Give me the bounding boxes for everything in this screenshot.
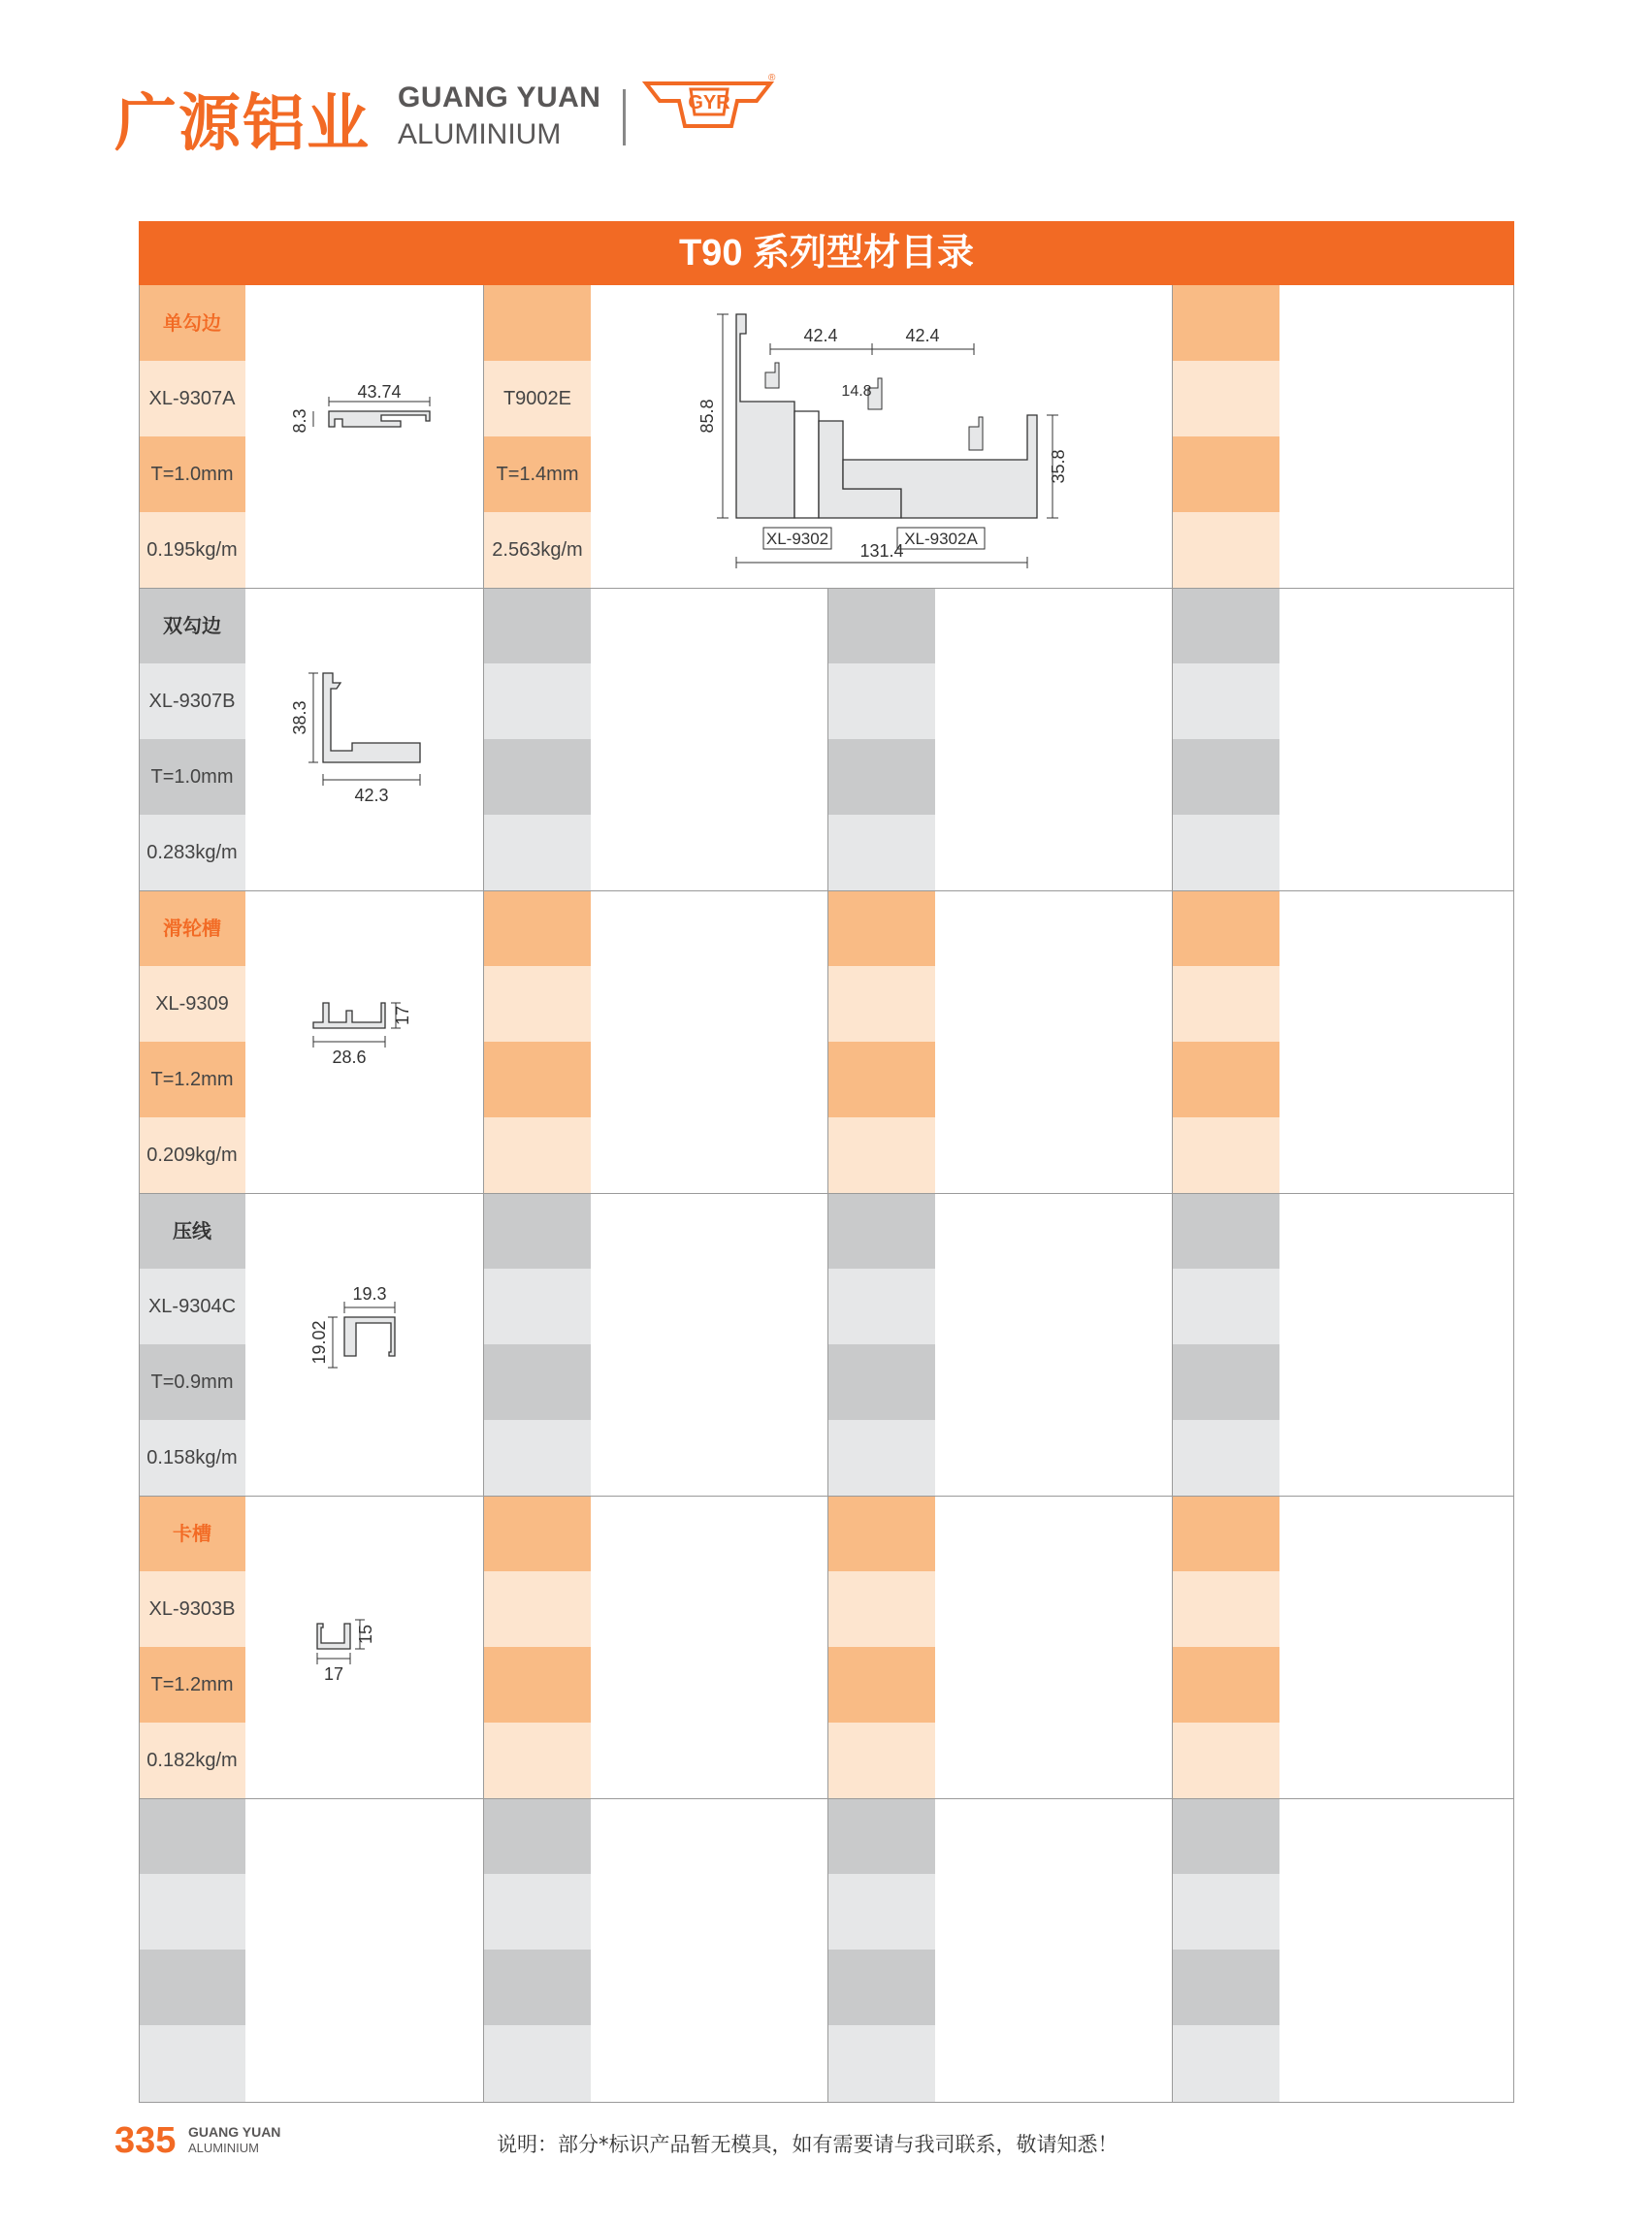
product-code: XL-9304C: [139, 1269, 245, 1344]
product-weight: 0.195kg/m: [139, 512, 245, 588]
dim-label: 131.4: [859, 541, 904, 561]
logo-english-line2: ALUMINIUM: [398, 118, 562, 150]
product-weight: 0.158kg/m: [139, 1420, 245, 1496]
dim-label: 42.4: [803, 326, 838, 345]
empty-cell: [139, 1798, 245, 1874]
product-thickness: T=0.9mm: [139, 1344, 245, 1420]
empty-cell: [484, 815, 591, 890]
grid-line: [483, 285, 484, 2103]
empty-cell: [1173, 1344, 1279, 1420]
product-thickness: T=1.0mm: [139, 739, 245, 815]
product-code: XL-9307A: [139, 361, 245, 436]
grid-line: [1513, 285, 1514, 2103]
empty-cell: [828, 1798, 935, 1874]
dim-label: 42.4: [905, 326, 940, 345]
dim-label: 35.8: [1049, 449, 1068, 484]
empty-cell: [828, 890, 935, 966]
empty-cell: [484, 1723, 591, 1798]
footer-brand-line2: ALUMINIUM: [188, 2141, 259, 2155]
empty-cell: [1173, 2025, 1279, 2103]
product-weight: 0.283kg/m: [139, 815, 245, 890]
feature-code: T9002E: [484, 361, 591, 436]
footer-note: 说明：部分*标识产品暂无模具，如有需要请与我司联系，敬请知悉！: [497, 2133, 1118, 2156]
empty-cell: [1173, 1647, 1279, 1723]
footer-brand-line1: GUANG YUAN: [188, 2124, 281, 2140]
product-code: XL-9307B: [139, 663, 245, 739]
empty-cell: [828, 1874, 935, 1950]
dim-label: 8.3: [290, 408, 309, 434]
part-label: XL-9302A: [904, 530, 978, 548]
empty-cell: [828, 663, 935, 739]
product-weight: 0.182kg/m: [139, 1723, 245, 1798]
empty-cell: [828, 1042, 935, 1117]
empty-cell: [1173, 1193, 1279, 1269]
empty-cell: [484, 1950, 591, 2025]
empty-cell: [484, 890, 591, 966]
grid-line: [139, 588, 1514, 589]
empty-cell: [828, 1420, 935, 1496]
empty-cell: [1173, 966, 1279, 1042]
profile-drawing-pulley-groove: [284, 984, 478, 1110]
empty-cell: [828, 1950, 935, 2025]
grid-line: [139, 1798, 1514, 1799]
empty-cell: [828, 1571, 935, 1647]
dim-label: 19.3: [352, 1284, 387, 1304]
dim-label: 85.8: [697, 399, 717, 434]
empty-cell: [1173, 1950, 1279, 2025]
empty-cell: [484, 739, 591, 815]
empty-cell: [1173, 1117, 1279, 1193]
grid-line: [139, 2102, 1514, 2103]
empty-cell: [828, 1344, 935, 1420]
empty-cell: [828, 1269, 935, 1344]
product-code: XL-9309: [139, 966, 245, 1042]
product-thickness: T=1.0mm: [139, 436, 245, 512]
profile-drawing-glazing-bead: [284, 1284, 478, 1410]
empty-cell: [484, 588, 591, 663]
part-label: XL-9302: [765, 530, 829, 548]
empty-cell: [484, 1344, 591, 1420]
svg-text:®: ®: [768, 73, 776, 83]
product-name: 双勾边: [139, 588, 245, 663]
empty-cell: [139, 1874, 245, 1950]
profile-drawing-clip-groove: [284, 1604, 478, 1721]
empty-cell: [1173, 1269, 1279, 1344]
empty-cell: [484, 1647, 591, 1723]
brand-mark-text: GYR: [688, 92, 730, 113]
dim-label: 42.3: [354, 786, 389, 805]
empty-cell: [828, 1496, 935, 1571]
empty-cell: [828, 1193, 935, 1269]
grid-line: [139, 285, 140, 2103]
empty-cell: [1173, 1723, 1279, 1798]
empty-cell: [484, 1874, 591, 1950]
empty-cell: [139, 2025, 245, 2103]
empty-cell: [1173, 1496, 1279, 1571]
catalog-title: T90 系列型材目录: [139, 221, 1514, 285]
empty-cell: [484, 1798, 591, 1874]
dim-label: 28.6: [332, 1048, 367, 1067]
profile-drawing-single-hook: [284, 382, 478, 489]
product-thickness: T=1.2mm: [139, 1647, 245, 1723]
empty-cell: [1173, 512, 1279, 588]
empty-cell: [828, 588, 935, 663]
dim-label: 43.74: [357, 382, 402, 402]
empty-cell: [1173, 436, 1279, 512]
profile-drawing-t9002e: [688, 295, 1173, 576]
empty-cell: [828, 815, 935, 890]
profile-drawing-double-hook: [284, 654, 478, 819]
empty-cell: [1173, 588, 1279, 663]
empty-cell: [1173, 890, 1279, 966]
empty-cell: [484, 1571, 591, 1647]
dim-label: 19.02: [309, 1320, 329, 1365]
dim-label: 14.8: [841, 383, 872, 400]
empty-cell: [1173, 1420, 1279, 1496]
empty-cell: [484, 1117, 591, 1193]
empty-cell: [1173, 1571, 1279, 1647]
empty-cell: [828, 2025, 935, 2103]
empty-cell: [484, 1496, 591, 1571]
empty-cell: [484, 1193, 591, 1269]
empty-cell: [484, 1269, 591, 1344]
catalog-table: [139, 285, 1514, 2103]
grid-line: [139, 1193, 1514, 1194]
feature-weight: 2.563kg/m: [484, 512, 591, 588]
empty-cell: [139, 1950, 245, 2025]
empty-cell: [484, 1042, 591, 1117]
empty-cell: [1173, 285, 1279, 361]
grid-line: [139, 890, 1514, 891]
empty-cell: [1173, 663, 1279, 739]
empty-cell: [1173, 1042, 1279, 1117]
dim-label: 17: [393, 1005, 412, 1026]
logo-separator: [623, 89, 626, 145]
product-weight: 0.209kg/m: [139, 1117, 245, 1193]
dim-label: 17: [323, 1664, 344, 1684]
empty-cell: [484, 966, 591, 1042]
feature-thickness: T=1.4mm: [484, 436, 591, 512]
empty-cell: [828, 1117, 935, 1193]
empty-cell: [484, 663, 591, 739]
grid-line: [139, 1496, 1514, 1497]
page-number: 335: [114, 2120, 177, 2161]
product-code: XL-9303B: [139, 1571, 245, 1647]
empty-cell: [828, 739, 935, 815]
logo-chinese: 广源铝业: [114, 88, 371, 160]
empty-cell: [484, 2025, 591, 2103]
product-name: 卡槽: [139, 1496, 245, 1571]
dim-label: 38.3: [290, 700, 309, 735]
empty-cell: [828, 1723, 935, 1798]
product-name: 单勾边: [139, 285, 245, 361]
dim-label: 15: [356, 1624, 375, 1645]
empty-cell: [1173, 1874, 1279, 1950]
grid-line: [827, 588, 828, 2103]
product-name: 滑轮槽: [139, 890, 245, 966]
product-thickness: T=1.2mm: [139, 1042, 245, 1117]
empty-cell: [828, 1647, 935, 1723]
empty-cell: [1173, 1798, 1279, 1874]
empty-cell: [1173, 739, 1279, 815]
empty-cell: [828, 966, 935, 1042]
empty-cell: [484, 285, 591, 361]
empty-cell: [484, 1420, 591, 1496]
logo-english-line1: GUANG YUAN: [398, 81, 601, 113]
product-name: 压线: [139, 1193, 245, 1269]
empty-cell: [1173, 361, 1279, 436]
brand-mark-icon: [642, 72, 778, 140]
empty-cell: [1173, 815, 1279, 890]
